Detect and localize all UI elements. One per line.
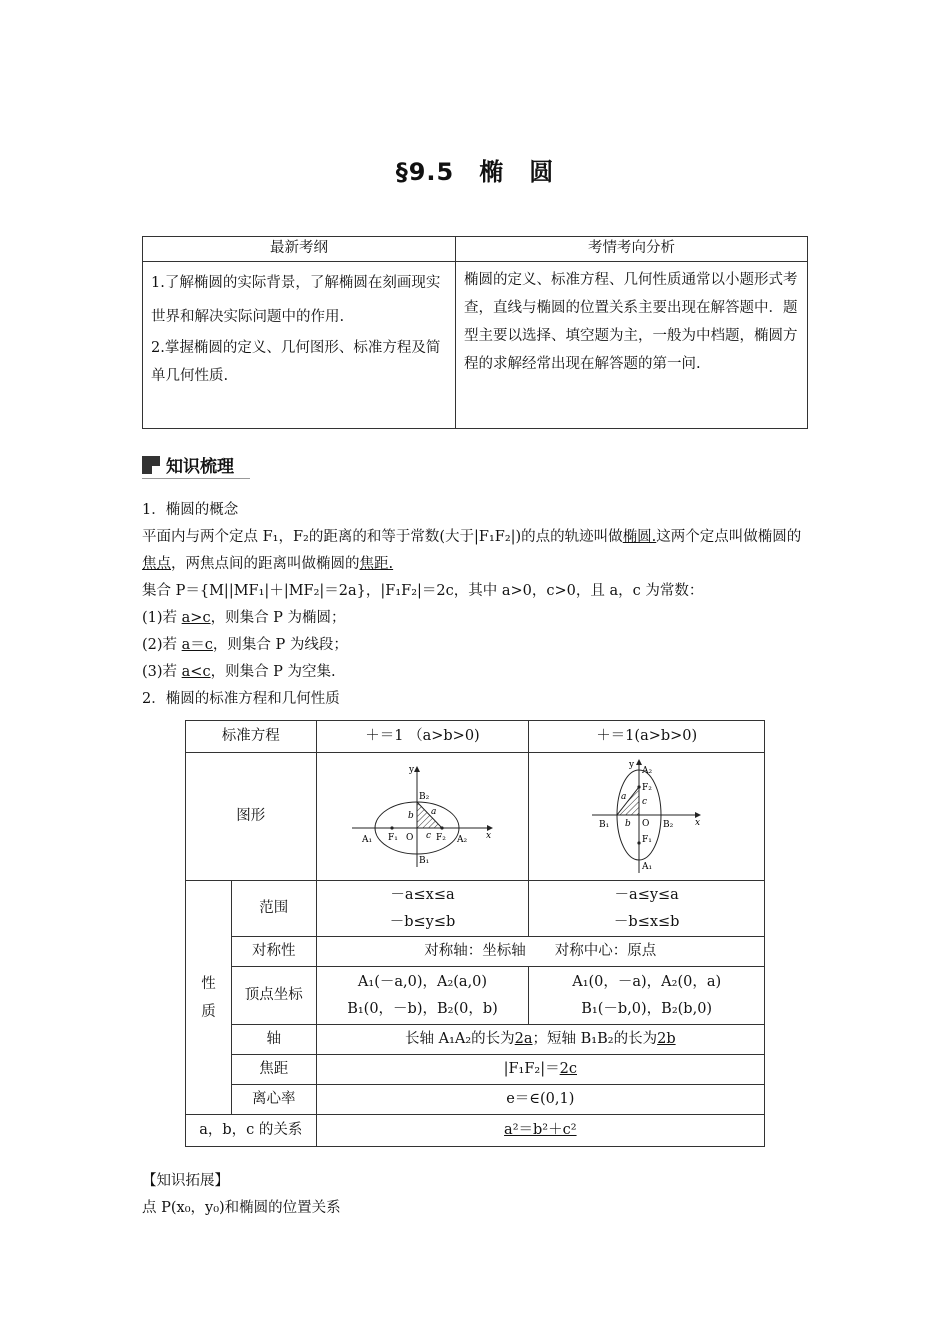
extension-section bbox=[142, 1168, 341, 1222]
case-3-prefix: (3)若 bbox=[142, 664, 182, 680]
std-eq-vertical: ＋＝1(a>b>0) bbox=[529, 721, 765, 753]
syllabus-item-1: 1.了解椭圆的实际背景，了解椭圆在刻画现实世界和解决实际问题中的作用. bbox=[151, 275, 441, 325]
syllabus-col1-header: 最新考纲 bbox=[143, 237, 456, 262]
extension-line: 点 P(x₀，y₀)和椭圆的位置关系 bbox=[142, 1200, 341, 1216]
concept-heading: 1．椭圆的概念 bbox=[142, 502, 239, 518]
syllabus-col2-cell: 椭圆的定义、标准方程、几何性质通常以小题形式考查，直线与椭圆的位置关系主要出现在解答题中．题型主要以选择、填空题为主，一般为中档题，椭圆方程的求解经常出现在解答题的第一问. bbox=[456, 262, 808, 429]
heading-rule bbox=[142, 478, 250, 479]
figure-label: 图形 bbox=[186, 753, 317, 881]
range-v-y: －a≤y≤a bbox=[614, 886, 679, 903]
f1-label: F₁ bbox=[388, 832, 399, 843]
eccentricity-label: 离心率 bbox=[231, 1085, 316, 1115]
concept-section bbox=[142, 497, 812, 713]
case-1-condition: a>c bbox=[181, 610, 211, 626]
definition-term-focus: 焦点 bbox=[142, 556, 171, 572]
case-1-result: ，则集合 P 为椭圆； bbox=[210, 610, 346, 626]
figure-horizontal-cell bbox=[316, 753, 529, 881]
focus-f2-dot bbox=[441, 826, 444, 829]
focal-value bbox=[316, 1055, 764, 1085]
std-eq-horizontal: ＋＝1 （a>b>0) bbox=[316, 721, 529, 753]
syllabus-col1-cell bbox=[143, 262, 456, 429]
vertex-h-b: B₁(0，－b)，B₂(0，b) bbox=[347, 1000, 498, 1017]
figure-vertical-cell bbox=[529, 753, 765, 881]
vertex-v-b: B₁(－b,0)，B₂(b,0) bbox=[581, 1000, 713, 1017]
y-label: y bbox=[628, 759, 634, 770]
axis-major-value: 2a bbox=[514, 1031, 533, 1047]
heading-block-icon bbox=[142, 456, 160, 474]
relation-value bbox=[316, 1115, 764, 1147]
definition-term-focal-distance: 焦距. bbox=[359, 556, 394, 572]
focus-f2-dot bbox=[637, 785, 640, 788]
axis-minor-text: ；短轴 B₁B₂的长为 bbox=[532, 1031, 658, 1047]
case-2-condition: a＝c bbox=[181, 637, 213, 653]
x-label: x bbox=[486, 830, 492, 841]
focal-answer: 2c bbox=[559, 1061, 577, 1077]
syllabus-col2-header: 考情考向分析 bbox=[456, 237, 808, 262]
properties-table bbox=[185, 720, 765, 1147]
y-label: y bbox=[409, 764, 415, 775]
axis-major-text: 长轴 A₁A₂的长为 bbox=[404, 1031, 515, 1047]
a-label: a bbox=[620, 791, 627, 802]
property-label-text: 性质 bbox=[201, 975, 216, 1020]
case-1 bbox=[142, 605, 812, 632]
a-label: a bbox=[431, 806, 437, 817]
f1-label: F₁ bbox=[641, 834, 652, 845]
case-2-prefix: (2)若 bbox=[142, 637, 182, 653]
y-axis-arrow-icon bbox=[414, 766, 420, 772]
vertex-horizontal bbox=[316, 967, 529, 1025]
focal-text: |F₁F₂|＝ bbox=[503, 1061, 560, 1077]
axis-label: 轴 bbox=[231, 1025, 316, 1055]
std-eq-label: 标准方程 bbox=[186, 721, 317, 753]
case-3-condition: a<c bbox=[181, 664, 211, 680]
vertex-vertical bbox=[529, 967, 765, 1025]
a1-label: A₁ bbox=[362, 834, 373, 845]
vertex-h-a: A₁(－a,0)，A₂(a,0) bbox=[357, 973, 488, 990]
vertex-label: 顶点坐标 bbox=[231, 967, 316, 1025]
range-horizontal bbox=[316, 881, 529, 937]
property-label bbox=[186, 881, 232, 1115]
range-label: 范围 bbox=[231, 881, 316, 937]
b-label: b bbox=[408, 810, 415, 821]
f2-label: F₂ bbox=[436, 832, 447, 843]
section-heading-text: 知识梳理 bbox=[166, 457, 234, 477]
f2-label: F₂ bbox=[641, 782, 652, 793]
page-title: §9.5 椭 圆 bbox=[395, 158, 555, 186]
b-label: b bbox=[624, 818, 631, 829]
relation-answer: a²＝b²＋c² bbox=[504, 1122, 577, 1138]
vertex-v-a: A₁(0，－a)，A₂(0，a) bbox=[572, 973, 722, 990]
syllabus-item-2: 2.掌握椭圆的定义、几何图形、标准方程及简单几何性质. bbox=[151, 340, 441, 384]
relation-label: a，b，c 的关系 bbox=[186, 1115, 317, 1147]
b2-label: B₂ bbox=[419, 791, 430, 802]
range-h-y: －b≤y≤b bbox=[389, 913, 456, 930]
symmetry-value: 对称轴：坐标轴 对称中心：原点 bbox=[316, 937, 764, 967]
concept-definition bbox=[142, 524, 812, 578]
case-3 bbox=[142, 659, 812, 686]
properties-heading: 2．椭圆的标准方程和几何性质 bbox=[142, 691, 340, 707]
focus-f1-dot bbox=[637, 841, 640, 844]
y-axis-arrow-icon bbox=[636, 759, 642, 765]
range-vertical bbox=[529, 881, 765, 937]
symmetry-label: 对称性 bbox=[231, 937, 316, 967]
range-h-x: －a≤x≤a bbox=[390, 886, 455, 903]
case-2 bbox=[142, 632, 812, 659]
b2-label: B₂ bbox=[662, 819, 673, 830]
axis-value bbox=[316, 1025, 764, 1055]
focal-label: 焦距 bbox=[231, 1055, 316, 1085]
origin-label: O bbox=[641, 818, 650, 829]
a2-label: A₂ bbox=[457, 834, 468, 845]
c-label: c bbox=[641, 796, 647, 807]
a2-label: A₂ bbox=[641, 765, 652, 776]
set-definition: 集合 P＝{M||MF₁|＋|MF₂|＝2a}，|F₁F₂|＝2c，其中 a>0，c>0，且 a，c 为常数： bbox=[142, 583, 704, 599]
definition-term-ellipse: 椭圆. bbox=[622, 529, 657, 545]
b1-label: B₁ bbox=[598, 819, 609, 830]
eccentricity-value: e＝∈(0,1) bbox=[316, 1085, 764, 1115]
axis-minor-value: 2b bbox=[657, 1031, 676, 1047]
case-2-result: ，则集合 P 为线段； bbox=[212, 637, 348, 653]
c-label: c bbox=[426, 830, 432, 841]
definition-text-1: 平面内与两个定点 F₁，F₂的距离的和等于常数(大于|F₁F₂|)的点的轨迹叫做 bbox=[142, 529, 623, 545]
extension-heading: 【知识拓展】 bbox=[142, 1173, 229, 1189]
focus-f1-dot bbox=[391, 826, 394, 829]
a1-label: A₁ bbox=[641, 861, 652, 872]
x-label: x bbox=[694, 817, 700, 828]
syllabus-table bbox=[142, 236, 808, 429]
definition-text-3: ，两焦点间的距离叫做椭圆的 bbox=[171, 556, 360, 572]
case-1-prefix: (1)若 bbox=[142, 610, 182, 626]
horizontal-ellipse-figure bbox=[347, 762, 497, 872]
case-3-result: ，则集合 P 为空集. bbox=[210, 664, 336, 680]
range-v-x: －b≤x≤b bbox=[613, 913, 680, 930]
vertical-ellipse-figure bbox=[587, 757, 707, 877]
definition-text-2: 这两个定点叫做椭圆的 bbox=[656, 529, 802, 545]
section-heading bbox=[142, 452, 234, 477]
b1-label: B₁ bbox=[419, 855, 430, 866]
origin-label: O bbox=[406, 832, 414, 843]
